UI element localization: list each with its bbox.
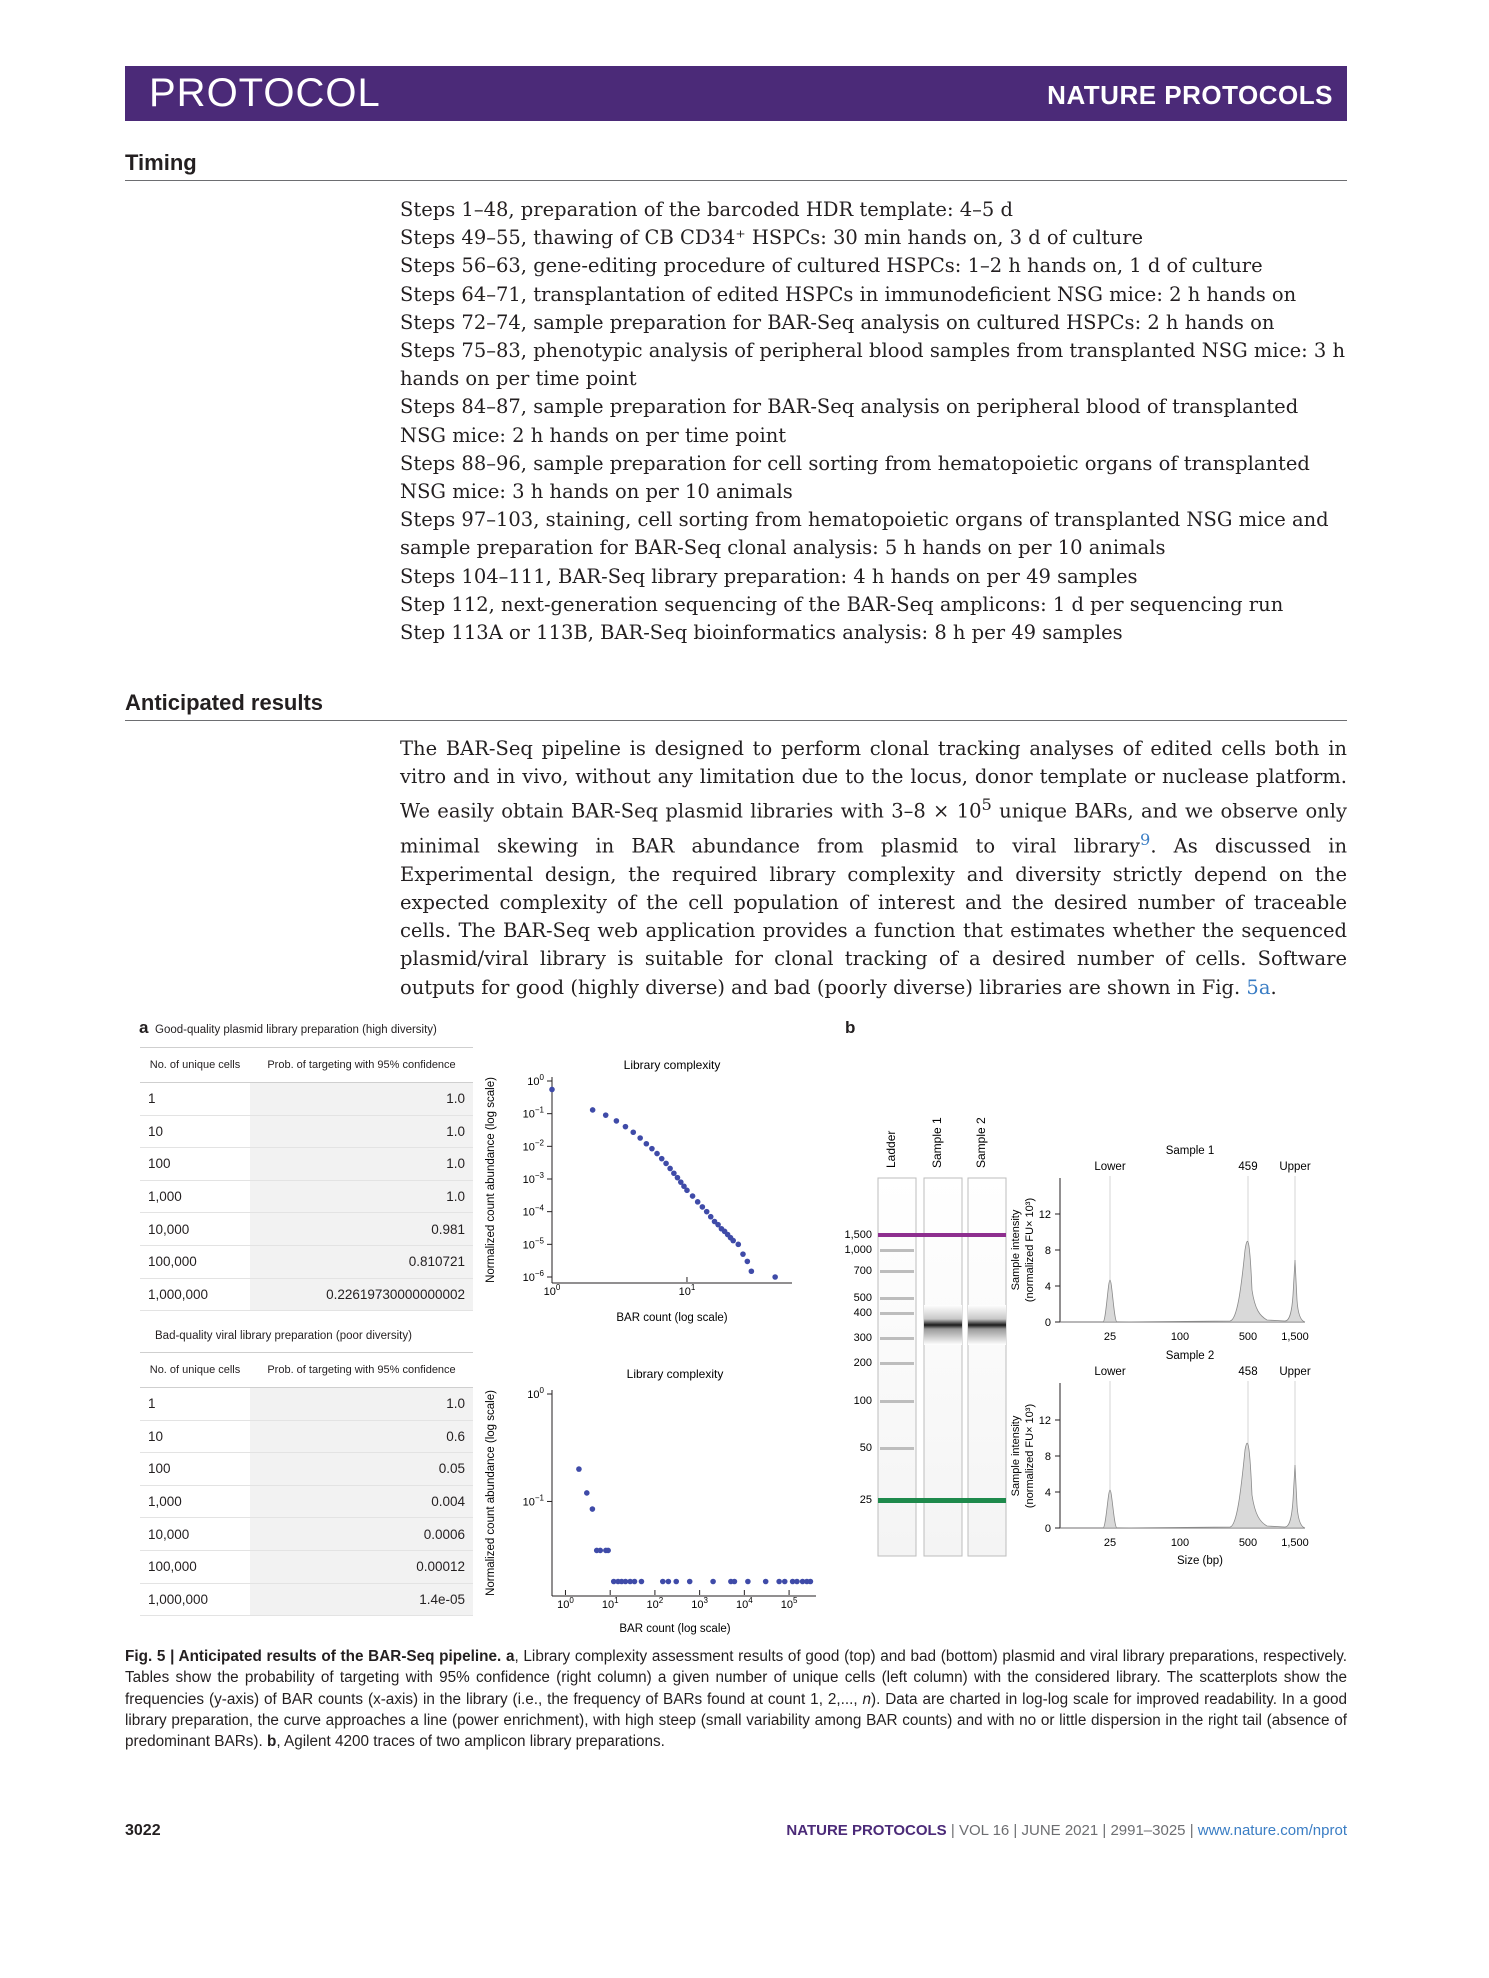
results-text-2: unique BARs, and we observe only minimal skewing in BAR abundance from plasmid to viral library <box>400 799 1347 858</box>
section-label: PROTOCOL <box>149 71 381 115</box>
svg-text:100: 100 <box>853 1395 872 1407</box>
table-row <box>140 1485 473 1518</box>
data-point <box>644 1141 650 1147</box>
peak-label-459: 459 <box>1238 1161 1258 1173</box>
trace-title-sample2: Sample 2 <box>1165 1350 1215 1362</box>
timing-step: Steps 104–111, BAR-Seq library preparation: 4 h hands on per 49 samples <box>400 564 1138 588</box>
timing-step: Steps 84–87, sample preparation for BAR-Seq analysis on peripheral blood of transplanted NSG mice: 2 h hands on per time point <box>400 395 1299 447</box>
svg-text:4: 4 <box>1044 1487 1051 1499</box>
cell-probability: 0.0006 <box>250 1518 473 1551</box>
data-point <box>671 1170 677 1176</box>
scatter-title: Library complexity <box>623 1058 721 1072</box>
timing-heading: Timing <box>125 150 1347 181</box>
y-tick-group <box>523 1386 552 1508</box>
cell-count: 100,000 <box>140 1245 250 1278</box>
x-tick-label: $10^1$ <box>601 1596 619 1611</box>
trace-sample2 <box>1060 1443 1305 1528</box>
data-point <box>782 1579 788 1585</box>
trace-y-label-units: (normalized FU× 10³) <box>1024 1403 1036 1509</box>
table-row <box>140 1148 473 1181</box>
header-banner <box>125 66 1347 121</box>
data-point <box>708 1214 714 1220</box>
panel-b-label: b <box>845 1018 856 1037</box>
footer-date: JUNE 2021 <box>1021 1822 1099 1839</box>
cell-count: 1,000 <box>140 1485 250 1518</box>
good-library-scatterplot <box>480 1055 800 1325</box>
data-point <box>660 1579 666 1585</box>
point-group <box>576 1466 813 1584</box>
timing-step: Steps 56–63, gene-editing procedure of cultured HSPCs: 1–2 h hands on, 1 d of culture <box>400 254 1263 278</box>
data-point <box>605 1548 611 1554</box>
svg-text:1,000: 1,000 <box>844 1244 872 1256</box>
data-point <box>654 1151 660 1157</box>
x-tick-label: $10^4$ <box>736 1596 753 1611</box>
data-point <box>549 1087 555 1093</box>
svg-text:25: 25 <box>859 1494 872 1506</box>
data-point <box>808 1579 814 1585</box>
trace-y-label: Sample intensity <box>1010 1415 1022 1497</box>
y-tick-label: $10^{-2}$ <box>522 1138 544 1154</box>
data-point <box>637 1135 643 1141</box>
scatter-title: Library complexity <box>626 1367 724 1381</box>
footer-journal: NATURE PROTOCOLS <box>786 1822 947 1839</box>
good-table-title: Good-quality plasmid library preparation (high diversity) <box>155 1024 437 1036</box>
data-point <box>684 1188 690 1194</box>
y-tick-label: $10^0$ <box>527 1386 544 1401</box>
table-row <box>140 1180 473 1213</box>
svg-text:700: 700 <box>853 1265 872 1277</box>
x-axis-label: BAR count (log scale) <box>616 1312 728 1324</box>
data-point <box>666 1579 672 1585</box>
svg-text:500: 500 <box>853 1292 872 1304</box>
svg-text:1,500: 1,500 <box>844 1229 872 1241</box>
caption-title: Fig. 5 | Anticipated results of the BAR-Seq pipeline. <box>125 1648 502 1665</box>
electropherogram-traces <box>1005 1140 1311 1575</box>
cell-count: 10,000 <box>140 1213 250 1246</box>
data-point <box>745 1259 751 1265</box>
data-point <box>614 1118 620 1124</box>
timing-step: Steps 75–83, phenotypic analysis of peripheral blood samples from transplanted NSG mice: 3 h hands on per time point <box>400 339 1346 391</box>
data-point <box>772 1274 778 1280</box>
trace-axes-sample2 <box>1039 1381 1305 1535</box>
table-row <box>140 1518 473 1551</box>
cell-probability: 1.0 <box>250 1115 473 1148</box>
trace-axes-sample1 <box>1039 1176 1305 1329</box>
x-tick-label: $10^1$ <box>678 1283 696 1298</box>
data-point <box>735 1242 741 1248</box>
cell-count: 100 <box>140 1148 250 1181</box>
timing-list <box>400 196 1347 647</box>
lower-label: Lower <box>1094 1161 1126 1173</box>
peak-label-458: 458 <box>1238 1366 1258 1378</box>
y-tick-label: $10^{-1}$ <box>522 1493 544 1509</box>
results-paragraph <box>400 735 1347 1002</box>
trace-sample1 <box>1060 1241 1305 1322</box>
lane-label-sample1: Sample 1 <box>930 1117 944 1168</box>
cell-count: 100,000 <box>140 1550 250 1583</box>
table-row <box>140 1245 473 1278</box>
cell-probability: 0.981 <box>250 1213 473 1246</box>
svg-text:1,500: 1,500 <box>1281 1537 1309 1549</box>
size-labels <box>844 1229 872 1506</box>
lane-label-sample2: Sample 2 <box>974 1117 988 1168</box>
cell-probability: 0.00012 <box>250 1550 473 1583</box>
caption-b-text: , Agilent 4200 traces of two amplicon library preparations. <box>276 1733 665 1751</box>
data-point <box>632 1579 638 1585</box>
lane-label-ladder: Ladder <box>884 1130 898 1168</box>
results-heading: Anticipated results <box>125 690 1347 721</box>
table-row <box>140 1453 473 1486</box>
table-row <box>140 1550 473 1583</box>
results-text-1: The BAR-Seq pipeline is designed to perform clonal tracking analyses of edited cells both in vitro and in vivo, without any limitation due to the locus, donor template or nuclease platform. We easily obtain BAR-Seq plasmid libraries with 3–8 × 10 <box>400 737 1347 823</box>
data-point <box>776 1579 782 1585</box>
data-point <box>730 1238 736 1244</box>
x-tick-label: $10^0$ <box>557 1596 574 1611</box>
results-sup: 5 <box>981 795 992 815</box>
cell-count: 10 <box>140 1115 250 1148</box>
svg-text:0: 0 <box>1044 1523 1051 1535</box>
x-tick-group <box>544 1277 696 1298</box>
table-row <box>140 1278 473 1311</box>
table-row <box>140 1115 473 1148</box>
data-point <box>794 1579 800 1585</box>
cell-count: 10,000 <box>140 1518 250 1551</box>
x-tick-group <box>557 1590 798 1611</box>
timing-step: Step 112, next-generation sequencing of the BAR-Seq amplicons: 1 d per sequencing run <box>400 592 1284 616</box>
svg-text:400: 400 <box>853 1307 872 1319</box>
caption-n: n <box>862 1690 872 1708</box>
y-tick-label: $10^0$ <box>527 1073 544 1088</box>
col-header-prob: Prob. of targeting with 95% confidence <box>250 1048 473 1083</box>
upper-label: Upper <box>1279 1161 1311 1173</box>
svg-text:25: 25 <box>1103 1331 1117 1343</box>
cell-count: 1,000,000 <box>140 1278 250 1311</box>
svg-text:12: 12 <box>1038 1209 1051 1221</box>
x-ticks-sample1 <box>1104 1331 1309 1343</box>
cell-probability: 1.0 <box>250 1148 473 1181</box>
sample1-band <box>924 1305 962 1345</box>
data-point <box>710 1579 716 1585</box>
page-number: 3022 <box>125 1822 161 1839</box>
journal-name: NATURE PROTOCOLS <box>1047 80 1333 110</box>
bad-library-scatterplot <box>480 1360 825 1638</box>
trace-title-sample1: Sample 1 <box>1165 1145 1215 1157</box>
cell-count: 1 <box>140 1083 250 1116</box>
data-point <box>667 1166 673 1172</box>
point-group <box>549 1087 778 1280</box>
x-ticks-sample2 <box>1104 1537 1309 1549</box>
cell-count: 1,000,000 <box>140 1583 250 1616</box>
timing-step: Steps 49–55, thawing of CB CD34⁺ HSPCs: 30 min hands on, 3 d of culture <box>400 226 1144 250</box>
data-point <box>732 1579 738 1585</box>
data-point <box>695 1199 701 1205</box>
caption-b-label: b <box>266 1733 277 1751</box>
data-point <box>603 1112 609 1118</box>
figure-link-5a[interactable]: 5a <box>1246 975 1271 999</box>
data-point <box>663 1161 669 1167</box>
footer-url[interactable]: www.nature.com/nprot <box>1197 1822 1347 1839</box>
svg-text:25: 25 <box>1103 1537 1117 1549</box>
svg-text:100: 100 <box>1170 1537 1190 1549</box>
reference-link-9[interactable]: 9 <box>1140 830 1151 850</box>
timing-step: Steps 1–48, preparation of the barcoded HDR template: 4–5 d <box>400 198 1013 221</box>
footer-citation: NATURE PROTOCOLS | VOL 16 | JUNE 2021 | 2991–3025 | www.nature.com/nprot <box>786 1822 1347 1839</box>
data-point <box>630 1129 636 1135</box>
svg-text:8: 8 <box>1044 1451 1051 1463</box>
col-header-cells: No. of unique cells <box>140 1353 250 1388</box>
cell-probability: 0.6 <box>250 1420 473 1453</box>
timing-step: Step 113A or 113B, BAR-Seq bioinformatics analysis: 8 h per 49 samples <box>400 621 1123 645</box>
svg-text:100: 100 <box>1170 1331 1190 1343</box>
cell-count: 10 <box>140 1420 250 1453</box>
data-point <box>623 1124 629 1130</box>
trace-x-label: Size (bp) <box>1176 1555 1224 1567</box>
timing-step: Steps 88–96, sample preparation for cell sorting from hematopoietic organs of transplanted NSG mice: 3 h hands on per 10 animals <box>400 451 1310 504</box>
cell-probability: 0.004 <box>250 1485 473 1518</box>
svg-text:1,500: 1,500 <box>1281 1331 1309 1343</box>
upper-label: Upper <box>1279 1366 1311 1378</box>
data-point <box>763 1579 769 1585</box>
caption-a-text: , Library complexity assessment results of good (top) and bad (bottom) plasmid and viral library preparations, respectively. Tables show the probability of targeting with 95% confidence (right column) a given number of unique cells (left column) with the considered library. The scatterplots show the frequencies (y-axis) of BAR counts (x-axis) in the library (i.e., the frequency of BARs found at count 1, 2,..., <box>125 1648 1348 1708</box>
data-point <box>687 1579 693 1585</box>
timing-step: Steps 72–74, sample preparation for BAR-Seq analysis on cultured HSPCs: 2 h hands on <box>400 310 1275 334</box>
upper-marker-band <box>878 1233 1006 1237</box>
table-row <box>140 1083 473 1116</box>
figure-caption <box>125 1646 1347 1752</box>
table-row <box>140 1420 473 1453</box>
trace-y-label-units: (normalized FU× 10³) <box>1024 1197 1036 1303</box>
x-tick-label: $10^5$ <box>780 1596 798 1611</box>
data-point <box>675 1175 681 1181</box>
data-point <box>690 1193 696 1199</box>
col-header-cells: No. of unique cells <box>140 1048 250 1083</box>
data-point <box>576 1466 582 1472</box>
gel-image <box>820 1100 1010 1560</box>
svg-text:50: 50 <box>859 1442 872 1454</box>
table-row <box>140 1583 473 1616</box>
svg-text:0: 0 <box>1044 1317 1051 1329</box>
x-tick-label: $10^2$ <box>646 1596 664 1611</box>
data-point <box>649 1146 655 1152</box>
trace-y-label: Sample intensity <box>1010 1209 1022 1291</box>
table-row <box>140 1213 473 1246</box>
y-tick-group <box>523 1073 552 1284</box>
svg-text:8: 8 <box>1044 1245 1051 1257</box>
data-point <box>673 1579 679 1585</box>
data-point <box>639 1579 645 1585</box>
svg-text:12: 12 <box>1038 1415 1051 1427</box>
data-point <box>749 1268 755 1274</box>
svg-text:500: 500 <box>1238 1331 1258 1343</box>
footer-pages: 2991–3025 <box>1110 1822 1186 1839</box>
y-tick-label: $10^{-4}$ <box>522 1203 544 1219</box>
svg-text:4: 4 <box>1044 1281 1051 1293</box>
data-point <box>745 1579 751 1585</box>
data-point <box>590 1107 596 1113</box>
y-tick-label: $10^{-1}$ <box>522 1105 544 1121</box>
y-axis-label: Normalized count abundance (log scale) <box>485 1077 497 1283</box>
cell-probability: 1.4e-05 <box>250 1583 473 1616</box>
bad-library-table <box>140 1352 473 1616</box>
col-header-prob: Prob. of targeting with 95% confidence <box>250 1353 473 1388</box>
cell-count: 100 <box>140 1453 250 1486</box>
svg-text:500: 500 <box>1238 1537 1258 1549</box>
panel-a-label: a <box>139 1018 149 1037</box>
lower-label: Lower <box>1094 1366 1126 1378</box>
cell-probability: 0.05 <box>250 1453 473 1486</box>
caption-a-label: a <box>505 1648 515 1665</box>
good-library-table <box>140 1047 473 1311</box>
y-axis-label: Normalized count abundance (log scale) <box>485 1390 497 1596</box>
y-tick-label: $10^{-6}$ <box>522 1269 544 1284</box>
bad-table-title: Bad-quality viral library preparation (poor diversity) <box>155 1330 412 1342</box>
data-point <box>590 1506 596 1512</box>
caption-a-text-2: ). Data are charted in log-log scale for improved readability. In a good library preparation, the curve approaches a line (power enrichment), with high steep (small variability among BAR counts) and with no or little dispersion in the right tail (absence of predominant BARs). <box>125 1690 1347 1751</box>
results-text-end: . <box>1270 975 1277 999</box>
cell-probability: 1.0 <box>250 1083 473 1116</box>
x-axis-label: BAR count (log scale) <box>619 1623 731 1635</box>
timing-step: Steps 64–71, transplantation of edited HSPCs in immunodeficient NSG mice: 2 h hands on <box>400 282 1297 306</box>
results-text-3: . As discussed in Experimental design, the required library complexity and diversity strictly depend on the expected complexity of the cell population of interest and the desired number of traceable cells. The BAR-Seq web application provides a function that estimates whether the sequenced plasmid/viral library is suitable for clonal tracking of a desired number of cells. Software outputs for good (highly diverse) and bad (poorly diverse) libraries are shown in Fig. <box>400 834 1348 999</box>
timing-step: Steps 97–103, staining, cell sorting from hematopoietic organs of transplanted NSG mice and sample preparation for BAR-Seq clonal analysis: 5 h hands on per 10 animals <box>400 508 1329 560</box>
y-tick-label: $10^{-5}$ <box>522 1236 544 1252</box>
cell-count: 1 <box>140 1388 250 1421</box>
data-point <box>740 1251 746 1257</box>
footer-volume: VOL 16 <box>958 1822 1010 1839</box>
cell-probability: 0.22619730000000002 <box>250 1278 473 1311</box>
lower-marker-band <box>878 1498 1006 1503</box>
data-point <box>584 1490 590 1496</box>
table-row <box>140 1388 473 1421</box>
data-point <box>704 1209 710 1215</box>
data-point <box>597 1548 603 1554</box>
data-point <box>700 1204 706 1210</box>
cell-probability: 0.810721 <box>250 1245 473 1278</box>
cell-probability: 1.0 <box>250 1388 473 1421</box>
x-tick-label: $10^3$ <box>691 1596 708 1611</box>
cell-count: 1,000 <box>140 1180 250 1213</box>
y-tick-label: $10^{-3}$ <box>522 1171 544 1186</box>
cell-probability: 1.0 <box>250 1180 473 1213</box>
svg-text:200: 200 <box>853 1357 872 1369</box>
sample2-band <box>968 1305 1006 1345</box>
svg-text:300: 300 <box>853 1332 872 1344</box>
x-tick-label: $10^0$ <box>543 1283 561 1298</box>
data-point <box>659 1156 665 1162</box>
